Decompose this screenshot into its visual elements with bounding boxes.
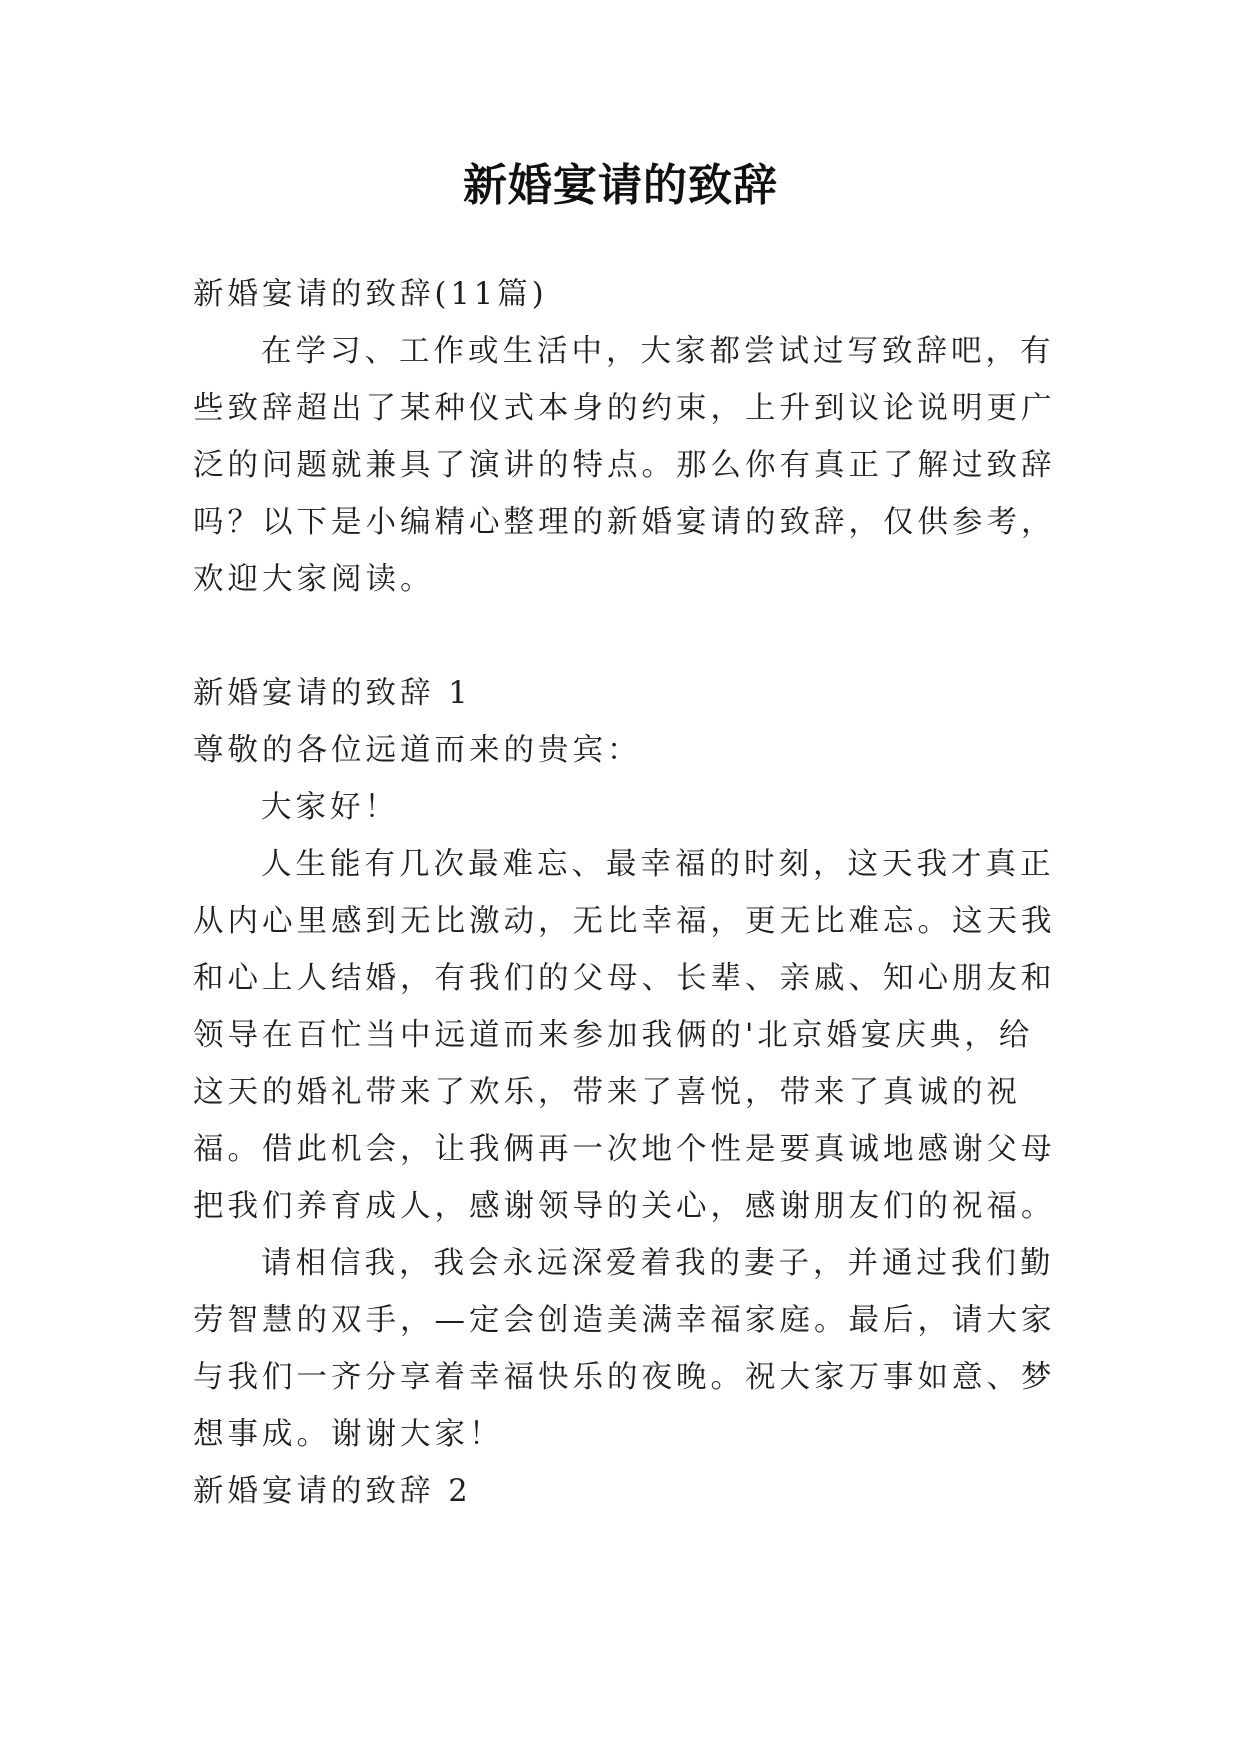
intro-paragraph: 在学习、工作或生活中，大家都尝试过写致辞吧，有些致辞超出了某种仪式本身的约束，上升到议论说明更广泛的问题就兼具了演讲的特点。那么你有真正了解过致辞吗？以下是小编精心整理的新婚宴请的致辞，仅供参考，欢迎大家阅读。 (193, 334, 1056, 597)
section-heading-1: 新婚宴请的致辞 1 (193, 676, 472, 711)
salutation: 尊敬的各位远道而来的贵宾： (193, 733, 642, 768)
greeting: 大家好！ (261, 790, 399, 825)
section-heading-2: 新婚宴请的致辞 2 (193, 1474, 472, 1509)
speech-paragraph-1: 人生能有几次最难忘、最幸福的时刻，这天我才真正从内心里感到无比激动，无比幸福，更无比难忘。这天我和心上人结婚，有我们的父母、长辈、亲戚、知心朋友和领导在百忙当中远道而来参加我俩的'北京婚宴庆典，给这天的婚礼带来了欢乐，带来了喜悦，带来了真诚的祝福。借此机会，让我俩再一次地个性是要真诚地感谢父母把我们养育成人，感谢领导的关心，感谢朋友们的祝福。 (193, 847, 1056, 1224)
speech-paragraph-2: 请相信我，我会永远深爱着我的妻子，并通过我们勤劳智慧的双手，—定会创造美满幸福家庭。最后，请大家与我们一齐分享着幸福快乐的夜晚。祝大家万事如意、梦想事成。谢谢大家！ (193, 1246, 1056, 1452)
document-title: 新婚宴请的致辞 (463, 160, 778, 211)
document-body (193, 266, 1063, 1520)
section-spacer (193, 608, 1063, 665)
document-subtitle: 新婚宴请的致辞(11篇) (193, 277, 548, 312)
